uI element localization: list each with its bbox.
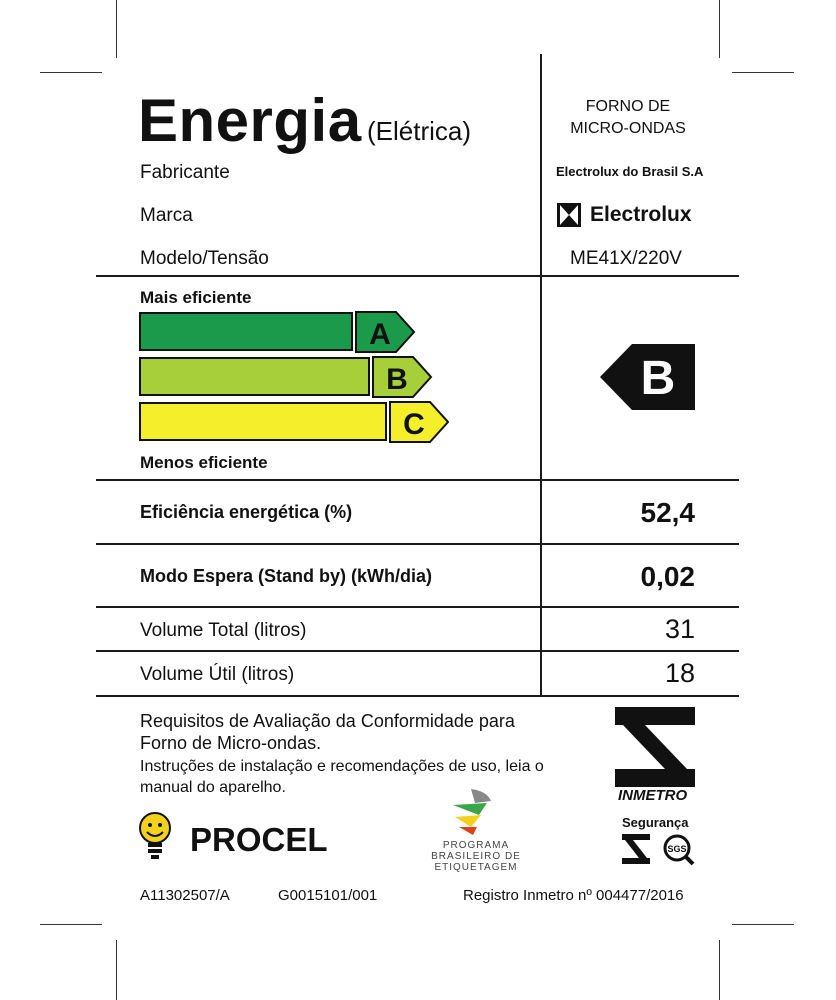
volume-total-value: 31 — [664, 614, 695, 644]
brand-value: Electrolux — [590, 203, 692, 226]
scale-letter-b: B — [386, 363, 408, 396]
model-label: Modelo/Tensão — [140, 248, 269, 269]
product-type — [548, 96, 708, 140]
volume-total-label: Volume Total (litros) — [140, 620, 307, 641]
sgs-label: SGS — [667, 844, 687, 854]
manufacturer-label: Fabricante — [140, 162, 230, 183]
scale-bottom-label: Menos eficiente — [140, 453, 268, 472]
procel-label: PROCEL — [190, 821, 328, 858]
requirements-line1: Requisitos de Avaliação da Conformidade para — [140, 711, 515, 731]
rating-indicator — [600, 344, 696, 410]
instructions-line2: manual do aparelho. — [140, 779, 286, 796]
scale-arrow-b — [371, 355, 435, 399]
requirements-line2: Forno de Micro-ondas. — [140, 733, 322, 753]
electrolux-logo-icon — [556, 202, 582, 228]
vertical-divider — [540, 54, 542, 696]
scale-bar-c — [139, 402, 387, 441]
crop-mark — [719, 940, 720, 1000]
crop-mark — [40, 924, 102, 925]
sgs-seal-icon — [662, 833, 696, 867]
rating-letter: B — [640, 352, 676, 405]
code-1: A11302507/A — [140, 887, 230, 904]
requirements-text — [140, 710, 515, 754]
instructions-line1: Instruções de instalação e recomendações de uso, leia o — [140, 758, 544, 775]
row-divider — [96, 275, 739, 277]
model-value: ME41X/220V — [570, 248, 682, 269]
volume-util-value: 18 — [664, 658, 695, 688]
scale-bar-a — [139, 312, 353, 351]
row-divider — [96, 650, 739, 652]
scale-bar-b — [139, 357, 370, 396]
procel-lightbulb-icon — [138, 812, 172, 862]
crop-mark — [116, 940, 117, 1000]
pbe-line2: BRASILEIRO DE — [431, 851, 521, 862]
crop-mark — [732, 72, 794, 73]
efficiency-label: Eficiência energética (%) — [140, 502, 353, 522]
crop-mark — [719, 0, 720, 58]
crop-mark — [732, 924, 794, 925]
product-type-line1: FORNO DE — [585, 98, 671, 115]
scale-letter-a: A — [369, 318, 391, 351]
row-divider — [96, 479, 739, 481]
pbe-line3: ETIQUETAGEM — [434, 862, 518, 873]
code-2: G0015101/001 — [278, 887, 378, 904]
scale-letter-c: C — [403, 408, 425, 441]
manufacturer-value: Electrolux do Brasil S.A — [556, 164, 704, 179]
registro-inmetro: Registro Inmetro nº 004477/2016 — [463, 887, 684, 904]
product-type-line2: MICRO-ONDAS — [570, 120, 686, 137]
row-divider — [96, 606, 739, 608]
volume-util-label: Volume Útil (litros) — [140, 664, 295, 685]
scale-top-label: Mais eficiente — [140, 288, 252, 307]
pbe-text — [426, 840, 526, 873]
brand-label: Marca — [140, 205, 193, 226]
row-divider — [96, 543, 739, 545]
standby-label: Modo Espera (Stand by) (kWh/dia) — [140, 566, 433, 586]
inmetro-label: INMETRO — [618, 787, 688, 804]
seguranca-inmetro-icon — [622, 834, 650, 864]
pbe-logo-icon — [447, 787, 497, 837]
crop-mark — [116, 0, 117, 58]
pbe-line1: PROGRAMA — [442, 840, 510, 851]
scale-arrow-c — [388, 400, 452, 444]
label-title: Energia — [138, 87, 362, 154]
brand-logo — [556, 200, 692, 230]
label-subtitle: (Elétrica) — [367, 116, 472, 146]
standby-value: 0,02 — [640, 561, 695, 592]
row-divider — [96, 695, 739, 697]
efficiency-value: 52,4 — [640, 497, 695, 528]
scale-arrow-a — [354, 310, 418, 354]
inmetro-logo-icon — [615, 707, 695, 787]
seguranca-label: Segurança — [622, 815, 689, 830]
crop-mark — [40, 72, 102, 73]
